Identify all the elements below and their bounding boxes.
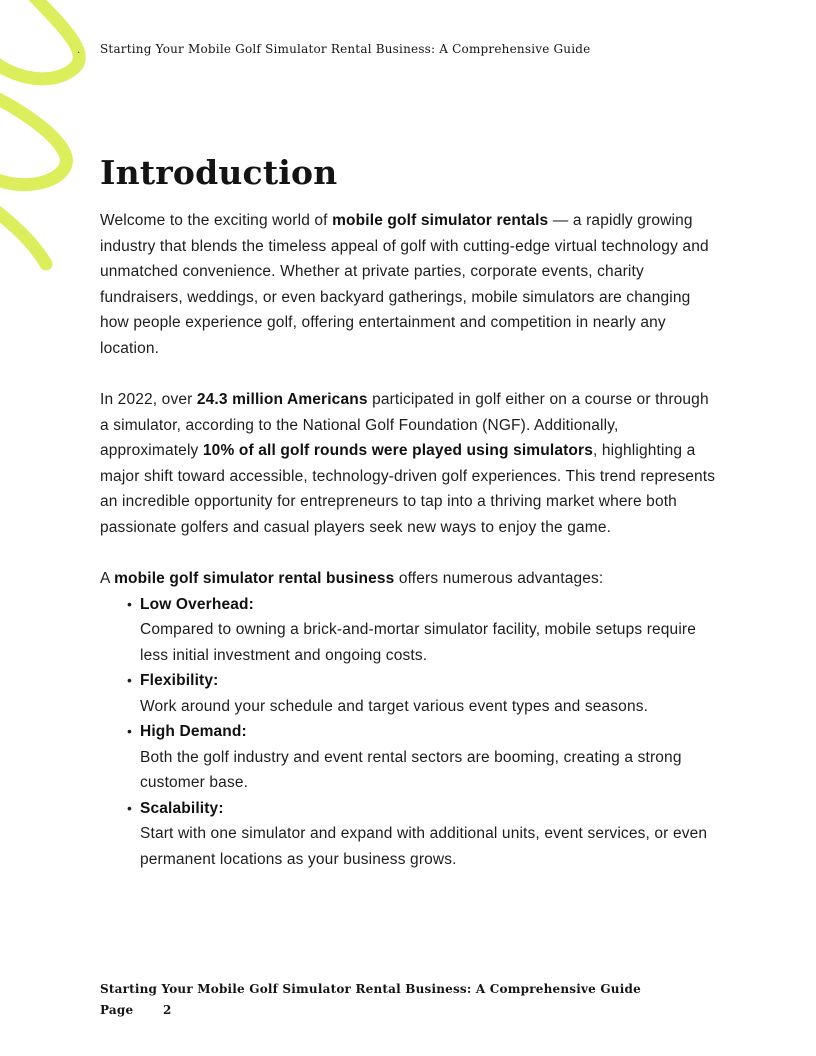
list-item-text: Work around your schedule and target various event types and seasons. <box>140 697 649 715</box>
list-item-label: • High Demand: <box>140 723 247 740</box>
list-item-text: Start with one simulator and expand with additional units, event services, or even permanent locations as your business grows. <box>140 825 708 868</box>
paragraph-intro: Welcome to the exciting world of mobile golf simulator rentals — a rapidly growing industry that blends the timeless appeal of golf with cutting-edge virtual technology and unmatched convenience. Whether at private parties, corporate events, charity fundraisers, weddings, or even backyard gatherings, mobile simulators are changing how people experience golf, offering entertainment and competition in nearly any location. <box>100 212 709 357</box>
list-item <box>100 592 716 669</box>
paragraph-advantages-lead: A mobile golf simulator rental business offers numerous advantages: <box>100 570 604 587</box>
list-item <box>100 796 716 873</box>
footer-page-label: Page <box>100 1003 134 1017</box>
list-item-text: Compared to owning a brick-and-mortar simulator facility, mobile setups require less initial investment and ongoing costs. <box>140 621 697 664</box>
running-header <box>77 0 716 56</box>
body-copy <box>100 208 716 872</box>
header-title: Starting Your Mobile Golf Simulator Rental Business: A Comprehensive Guide <box>100 42 591 56</box>
list-item-label: • Flexibility: <box>140 672 219 689</box>
list-item <box>100 719 716 796</box>
list-item-label: • Low Overhead: <box>140 595 254 613</box>
list-item <box>100 668 716 719</box>
footer-title: Starting Your Mobile Golf Simulator Rental Business: A Comprehensive Guide <box>100 982 641 996</box>
list-item-label: • Scalability: <box>140 799 224 817</box>
list-item-text: Both the golf industry and event rental sectors are booming, creating a strong customer base. <box>140 748 682 791</box>
paragraph-statistics: In 2022, over 24.3 million Americans participated in golf either on a course or through a simulator, according to the National Golf Foundation (NGF). Additionally, approximately 10% of all golf rounds were played using simulators, highlighting a major shift toward accessible, technology-driven golf experiences. This trend represents an incredible opportunity for entrepreneurs to tap into a thriving market where both passionate golfers and casual players seek new ways to enjoy the game. <box>100 391 716 536</box>
header-marker-dot: . <box>77 45 81 56</box>
advantages-list <box>100 592 716 873</box>
running-footer <box>100 982 716 1017</box>
footer-page-number: 2 <box>163 1003 172 1017</box>
footer-page-row <box>100 1003 716 1017</box>
page-title: Introduction <box>100 153 338 192</box>
